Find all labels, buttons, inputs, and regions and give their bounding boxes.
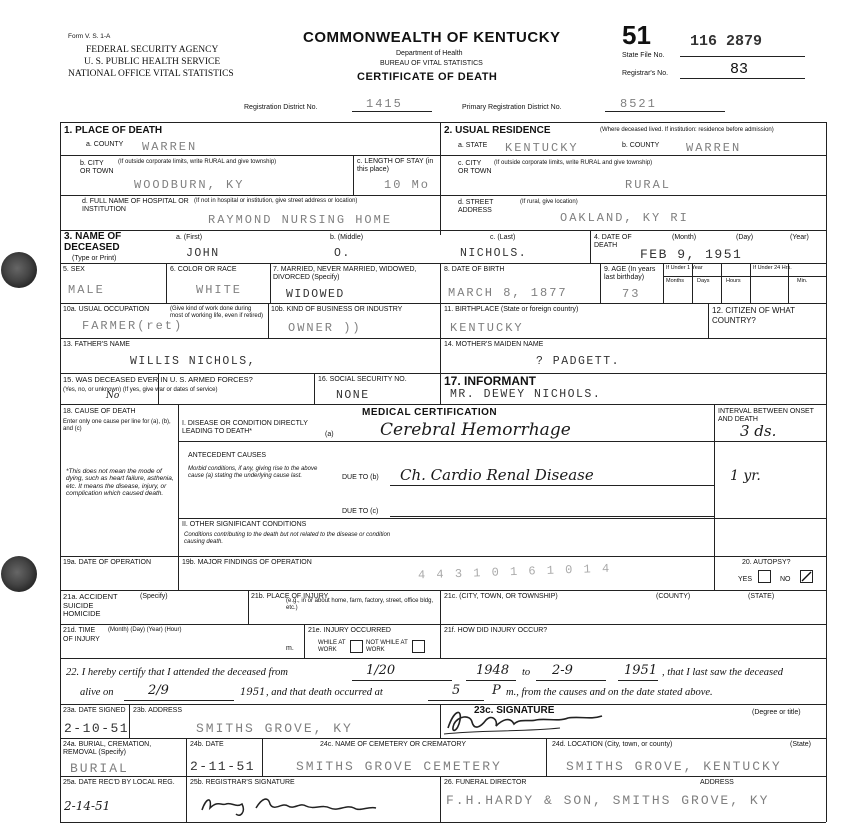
cert-from-year: 1948 bbox=[476, 663, 510, 678]
cause-note: Enter only one cause per line for (a), (b), and (c) bbox=[63, 419, 171, 432]
month-label: (Month) bbox=[672, 234, 697, 241]
signature-label: 23c. SIGNATURE bbox=[474, 705, 555, 716]
mother-label: 14. MOTHER'S MAIDEN NAME bbox=[444, 341, 544, 348]
cause-b-value: Ch. Cardio Renal Disease bbox=[400, 466, 594, 484]
res-street-value: OAKLAND, KY RI bbox=[560, 211, 689, 225]
birthplace-value: KENTUCKY bbox=[450, 321, 524, 335]
autopsy-label: 20. AUTOPSY? bbox=[742, 559, 791, 566]
death-county-value: WARREN bbox=[142, 140, 198, 154]
burial-date-label: 24b. DATE bbox=[190, 741, 224, 748]
cause-a-marker: (a) bbox=[325, 431, 334, 438]
director-address-label: ADDRESS bbox=[700, 779, 734, 786]
res-state-label: a. STATE bbox=[458, 142, 488, 149]
hospital-value: RAYMOND NURSING HOME bbox=[208, 213, 393, 227]
stay-value: 10 Mo bbox=[384, 178, 431, 192]
ssn-value: NONE bbox=[336, 389, 370, 402]
punch-hole-bottom bbox=[1, 556, 37, 592]
operation-date-label: 19a. DATE OF OPERATION bbox=[63, 559, 152, 566]
father-label: 13. FATHER'S NAME bbox=[63, 341, 130, 348]
armed-label: 15. WAS DECEASED EVER IN U. S. ARMED FORCES? bbox=[63, 375, 253, 384]
cert-to-word: to bbox=[522, 667, 531, 678]
location-state-label: (State) bbox=[790, 741, 812, 748]
armed-value: No bbox=[106, 391, 120, 401]
checkmark-icon bbox=[801, 571, 812, 582]
cemetery-value: SMITHS GROVE CEMETERY bbox=[296, 759, 502, 774]
res-county-value: WARREN bbox=[686, 141, 742, 155]
registrar-signature-label: 25b. REGISTRAR'S SIGNATURE bbox=[190, 779, 295, 786]
cause-a-rule bbox=[340, 441, 714, 442]
middle-name: O. bbox=[334, 247, 351, 260]
page-title: COMMONWEALTH OF KENTUCKY bbox=[303, 29, 561, 46]
registrar-label: Registrar's No. bbox=[622, 70, 669, 77]
last-label: c. (Last) bbox=[490, 234, 516, 241]
injury-time-label: 21d. TIME OF INJURY bbox=[63, 627, 100, 643]
res-city-label: c. CITY OR TOWN bbox=[458, 160, 492, 176]
res-city-value: RURAL bbox=[625, 178, 672, 192]
sex-label: 5. SEX bbox=[63, 266, 85, 273]
last-name: NICHOLS. bbox=[460, 247, 528, 260]
other-conditions-label: II. OTHER SIGNIFICANT CONDITIONS bbox=[182, 521, 307, 528]
injury-city-label: 21c. (CITY, TOWN, OR TOWNSHIP) bbox=[444, 593, 558, 600]
name-sub: (Type or Print) bbox=[72, 255, 117, 262]
certificate-title: CERTIFICATE OF DEATH bbox=[357, 71, 498, 83]
father-value: WILLIS NICHOLS, bbox=[130, 355, 257, 368]
agency-line-2: U. S. PUBLIC HEALTH SERVICE bbox=[84, 57, 221, 67]
degree-label: (Degree or title) bbox=[752, 709, 801, 716]
burial-date-value: 2-11-51 bbox=[190, 759, 256, 774]
death-city-value: WOODBURN, KY bbox=[134, 178, 245, 192]
res-street-note: (If rural, give location) bbox=[520, 199, 578, 205]
business-label: 10b. KIND OF BUSINESS OR INDUSTRY bbox=[271, 306, 403, 313]
days-label: Days bbox=[697, 278, 710, 284]
informant-label: 17. INFORMANT bbox=[444, 374, 537, 388]
registrar-signature bbox=[196, 790, 396, 820]
cause-c-rule bbox=[390, 516, 714, 517]
color-value: WHITE bbox=[196, 283, 243, 297]
mother-value: ? PADGETT. bbox=[536, 355, 621, 368]
accident-label: 21a. ACCIDENT SUICIDE HOMICIDE bbox=[63, 592, 118, 619]
death-city-label: b. CITY OR TOWN bbox=[80, 160, 114, 176]
first-label: a. (First) bbox=[176, 234, 203, 241]
cert-ampm: P bbox=[492, 683, 501, 698]
antecedent-label: ANTECEDENT CAUSES bbox=[188, 452, 267, 459]
occupation-value: FARMER(ret) bbox=[82, 319, 184, 333]
disease-label: I. DISEASE OR CONDITION DIRECTLY LEADING TO DEATH* bbox=[182, 420, 308, 436]
state-file-label: State File No. bbox=[622, 52, 665, 59]
cert-line-2-pre: alive on bbox=[80, 687, 114, 698]
not-while-at-work-checkbox[interactable] bbox=[412, 640, 425, 653]
other-conditions-note: Conditions contributing to the death but not related to the disease or condition causing death. bbox=[184, 532, 391, 545]
date-signed-value: 2-10-51 bbox=[64, 721, 130, 736]
reg-district-rule bbox=[352, 111, 432, 112]
death-footnote: *This does not mean the mode of dying, such as heart failure, asthenia, etc. It means the disease, injury, or complication which caused death. bbox=[66, 468, 174, 498]
how-injury-label: 21f. HOW DID INJURY OCCUR? bbox=[444, 627, 548, 634]
residence-note: (Where deceased lived. If institution: residence before admission) bbox=[600, 127, 774, 133]
name-label: 3. NAME OF DECEASED bbox=[64, 231, 122, 253]
recd-label: 25a. DATE REC'D BY LOCAL REG. bbox=[63, 779, 175, 786]
recd-value: 2-14-51 bbox=[64, 799, 111, 813]
location-value: SMITHS GROVE, KENTUCKY bbox=[566, 759, 782, 774]
form-number: Form V. S. 1-A bbox=[68, 33, 111, 40]
birthplace-label: 11. BIRTHPLACE (State or foreign country) bbox=[444, 306, 579, 313]
min-label: Min. bbox=[797, 278, 808, 284]
medical-heading: MEDICAL CERTIFICATION bbox=[362, 407, 498, 418]
age-value: 73 bbox=[622, 287, 641, 301]
informant-value: MR. DEWEY NICHOLS. bbox=[450, 388, 602, 401]
autopsy-no-label: NO bbox=[780, 576, 791, 583]
morbid-note: Morbid conditions, if any, giving rise to the above cause (a) stating the underlying cause last. bbox=[188, 466, 318, 479]
death-city-note: (If outside corporate limits, write RURAL and give township) bbox=[118, 159, 277, 165]
burial-label: 24a. BURIAL, CREMATION, REMOVAL (Specify) bbox=[63, 741, 152, 757]
injury-time-cols: (Month) (Day) (Year) (Hour) bbox=[108, 627, 182, 633]
sex-value: MALE bbox=[68, 283, 105, 297]
cert-to: 2-9 bbox=[552, 663, 573, 678]
occupation-note: (Give kind of work done during most of working life, even if retired) bbox=[170, 306, 264, 319]
operation-findings-label: 19b. MAJOR FINDINGS OF OPERATION bbox=[182, 559, 312, 566]
primary-district-rule bbox=[605, 111, 725, 112]
year-label: (Year) bbox=[790, 234, 809, 241]
burial-value: BURIAL bbox=[70, 761, 129, 776]
injury-occurred-label: 21e. INJURY OCCURRED bbox=[308, 627, 391, 634]
cert-line-2-mid: , and that death occurred at bbox=[266, 687, 383, 698]
under-1-label: If Under 1 Year bbox=[666, 265, 703, 271]
bureau: BUREAU OF VITAL STATISTICS bbox=[380, 60, 483, 67]
registrar-number: 83 bbox=[730, 61, 749, 78]
state-file-number: 116 2879 bbox=[690, 33, 763, 50]
place-of-death-label: 1. PLACE OF DEATH bbox=[64, 125, 163, 136]
res-state-value: KENTUCKY bbox=[505, 141, 579, 155]
cert-line-1 bbox=[66, 668, 288, 679]
autopsy-yes-checkbox[interactable] bbox=[758, 570, 771, 583]
agency-line-1: FEDERAL SECURITY AGENCY bbox=[86, 45, 219, 55]
department: Department of Health bbox=[396, 50, 463, 57]
injury-state-label: (STATE) bbox=[748, 593, 775, 600]
armed-note: (Yes, no, or unknown) (If yes, give war or dates of service) bbox=[63, 387, 218, 393]
middle-label: b. (Middle) bbox=[330, 234, 364, 241]
cert-from: 1/20 bbox=[366, 663, 396, 678]
cert-hour: 5 bbox=[452, 683, 461, 698]
occupation-label: 10a. USUAL OCCUPATION bbox=[63, 306, 150, 313]
ssn-label: 16. SOCIAL SECURITY NO. bbox=[318, 376, 407, 383]
signing-address-label: 23b. ADDRESS bbox=[133, 707, 183, 714]
cert-alive: 2/9 bbox=[148, 683, 169, 698]
operation-stamp: 4 4 3 1 0 1 6 1 0 1 4 bbox=[417, 561, 612, 583]
marital-value: WIDOWED bbox=[286, 288, 345, 301]
agency-line-3: NATIONAL OFFICE VITAL STATISTICS bbox=[68, 69, 234, 79]
primary-district-label: Primary Registration District No. bbox=[462, 104, 562, 111]
reg-district-label: Registration District No. bbox=[244, 104, 318, 111]
injury-place-note: (e.g., in or about home, farm, factory, street, office bldg, etc.) bbox=[286, 598, 434, 611]
date-signed-label: 23a. DATE SIGNED bbox=[63, 707, 126, 714]
cemetery-label: 24c. NAME OF CEMETERY OR CREMATORY bbox=[320, 741, 466, 748]
reg-district-number: 1415 bbox=[366, 97, 403, 111]
interval-b-value: 1 yr. bbox=[730, 468, 761, 484]
death-date-label: 4. DATE OF DEATH bbox=[594, 234, 632, 250]
death-date: FEB 9, 1951 bbox=[640, 247, 743, 262]
while-at-work-label: WHILE AT WORK bbox=[318, 640, 346, 653]
res-county-label: b. COUNTY bbox=[622, 142, 660, 149]
res-street-label: d. STREET ADDRESS bbox=[458, 199, 494, 215]
cert-alive-year: 1951 bbox=[240, 687, 266, 698]
location-label: 24d. LOCATION (City, town, or county) bbox=[552, 741, 673, 748]
interval-label: INTERVAL BETWEEN ONSET AND DEATH bbox=[718, 408, 814, 424]
interval-a-value: 3 ds. bbox=[740, 422, 777, 440]
color-label: 6. COLOR OR RACE bbox=[170, 266, 237, 273]
cause-label: 18. CAUSE OF DEATH bbox=[63, 408, 136, 415]
dob-label: 8. DATE OF BIRTH bbox=[444, 266, 505, 273]
marital-label: 7. MARRIED, NEVER MARRIED, WIDOWED, DIVORCED (Specify) bbox=[273, 266, 417, 282]
accident-specify: (Specify) bbox=[140, 593, 168, 600]
punch-hole-top bbox=[1, 252, 37, 288]
autopsy-yes-label: YES bbox=[738, 576, 753, 583]
cert-line-1-pre: 22. I hereby certify that I attended the deceased from bbox=[66, 667, 288, 678]
months-label: Months bbox=[666, 278, 685, 284]
hospital-label: d. FULL NAME OF HOSPITAL OR INSTITUTION bbox=[82, 198, 189, 214]
cause-a-value: Cerebral Hemorrhage bbox=[380, 420, 571, 440]
director-value: F.H.HARDY & SON, SMITHS GROVE, KY bbox=[446, 793, 770, 808]
under-24-label: If Under 24 Hrs. bbox=[753, 265, 792, 271]
primary-district-number: 8521 bbox=[620, 97, 657, 111]
due-b-label: DUE TO (b) bbox=[342, 474, 379, 481]
stay-label: c. LENGTH OF STAY (in this place) bbox=[357, 158, 434, 174]
injury-county-label: (COUNTY) bbox=[656, 593, 691, 600]
state-file-prefix: 51 bbox=[622, 20, 651, 50]
signing-address-value: SMITHS GROVE, KY bbox=[196, 721, 353, 736]
registrar-rule bbox=[680, 78, 805, 79]
director-label: 26. FUNERAL DIRECTOR bbox=[444, 779, 527, 786]
hospital-note: (If not in hospital or institution, give street address or location) bbox=[194, 198, 358, 204]
state-file-rule bbox=[680, 56, 805, 57]
due-c-label: DUE TO (c) bbox=[342, 508, 379, 515]
cert-line-1-post: , that I last saw the deceased bbox=[662, 667, 784, 678]
injury-place-label: 21b. PLACE OF INJURY bbox=[251, 593, 329, 600]
physician-signature bbox=[440, 706, 620, 738]
not-while-at-work-label: NOT WHILE AT WORK bbox=[366, 640, 408, 653]
death-county-label: a. COUNTY bbox=[86, 141, 124, 148]
age-label: 9. AGE (In years last birthday) bbox=[604, 266, 656, 282]
autopsy-no-checkbox[interactable] bbox=[800, 570, 813, 583]
first-name: JOHN bbox=[186, 247, 220, 260]
business-value: OWNER )) bbox=[288, 321, 362, 335]
while-at-work-checkbox[interactable] bbox=[350, 640, 363, 653]
cert-line-2-post: m., from the causes and on the date stated above. bbox=[506, 687, 713, 698]
citizen-label: 12. CITIZEN OF WHAT COUNTRY? bbox=[712, 306, 795, 325]
residence-label: 2. USUAL RESIDENCE bbox=[444, 125, 551, 136]
res-city-note: (If outside corporate limits, write RURAL and give township) bbox=[494, 160, 653, 166]
cert-to-year: 1951 bbox=[624, 663, 658, 678]
day-label: (Day) bbox=[736, 234, 754, 241]
injury-m: m. bbox=[286, 645, 294, 652]
cause-b-rule bbox=[390, 485, 714, 486]
hours-label: Hours bbox=[726, 278, 741, 284]
dob-value: MARCH 8, 1877 bbox=[448, 286, 568, 300]
